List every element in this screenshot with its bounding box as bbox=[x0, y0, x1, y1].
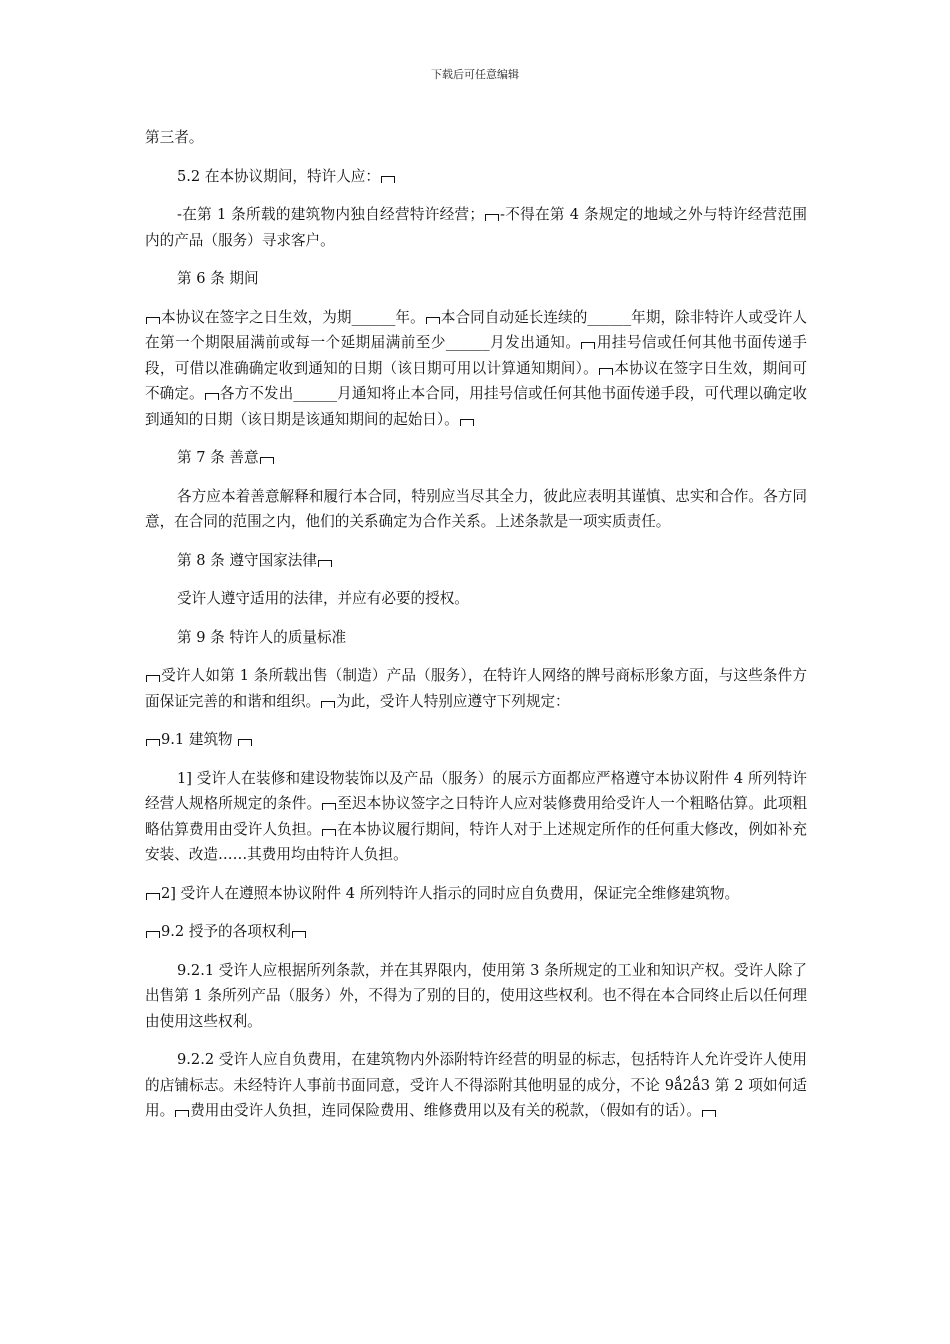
paragraph-text: 各方应本着善意解释和履行本合同，特别应当尽其全力，彼此应表明其谨慎、忠实和合作。各方同意，在合同的范围之内，他们的关系确定为合作关系。上述条款是一项实质责任。 bbox=[145, 487, 807, 530]
paragraph bbox=[145, 919, 807, 945]
section-mark-icon bbox=[599, 368, 613, 375]
paragraph bbox=[145, 766, 807, 868]
section-mark-icon bbox=[381, 176, 395, 183]
paragraph-text: 第 6 条 期间 bbox=[177, 270, 259, 287]
paragraph-text: 为此，受许人特别应遵守下列规定： bbox=[336, 692, 570, 710]
section-mark-icon bbox=[146, 931, 160, 938]
paragraph bbox=[145, 727, 807, 753]
section-mark-icon bbox=[175, 1110, 189, 1117]
section-mark-icon bbox=[238, 739, 252, 746]
paragraph bbox=[145, 484, 807, 535]
section-mark-icon bbox=[322, 829, 336, 836]
paragraph-text: 第 8 条 遵守国家法律 bbox=[177, 551, 317, 569]
paragraph bbox=[145, 625, 807, 651]
paragraph bbox=[145, 305, 807, 433]
paragraph-text: 2] 受许人在遵照本协议附件 4 所列特许人指示的同时应自负费用，保证完全维修建筑物。 bbox=[161, 884, 740, 902]
section-mark-icon bbox=[146, 317, 160, 324]
paragraph-text: 用挂号信或任何其他书面传递手段，可借以准确确定收到通知的日期（该日期可用以计算通知期间）。 bbox=[145, 334, 807, 377]
paragraph bbox=[145, 125, 807, 151]
paragraph-text: 受许人遵守适用的法律，并应有必要的授权。 bbox=[177, 590, 469, 607]
section-mark-icon bbox=[260, 457, 274, 464]
paragraph-text: 受许人如第 1 条所载出售（制造）产品（服务），在特许人网络的牌号商标形象方面，与这些条件方面保证完善的和谐和组织。 bbox=[145, 667, 807, 710]
paragraph-text: 费用由受许人负担，连同保险费用、维修费用以及有关的税款，（假如有的话）。 bbox=[190, 1102, 701, 1119]
paragraph-text: 本合同自动延长连续的______年期，除非特许人或受许人在第一个期限届满前或每一个延期届满前至少______月发出通知。 bbox=[145, 308, 807, 351]
section-mark-icon bbox=[702, 1110, 716, 1117]
paragraph-text: 9.2.1 受许人应根据所列条款，并在其界限内，使用第 3 条所规定的工业和知识产权。受许人除了出售第 1 条所列产品（服务）外，不得为了别的目的，使用这些权利。也不得在本合同终止后以任何理由使用这些权利。 bbox=[145, 961, 807, 1030]
paragraph bbox=[145, 663, 807, 714]
section-mark-icon bbox=[146, 893, 160, 900]
paragraph bbox=[145, 1047, 807, 1124]
paragraph-text: -不得在第 4 条规定的地域之外与特许经营范围内的产品（服务）寻求客户。 bbox=[145, 206, 807, 249]
paragraph bbox=[145, 548, 807, 574]
section-mark-icon bbox=[205, 393, 219, 400]
paragraph bbox=[145, 164, 807, 190]
paragraph-text: -在第 1 条所载的建筑物内独自经营特许经营； bbox=[177, 206, 484, 223]
paragraph-text: 第 7 条 善意 bbox=[177, 449, 259, 466]
paragraph-text: 9.1 建筑物 bbox=[161, 731, 238, 748]
paragraph-text: 本协议在签字日生效，期间可不确定。 bbox=[145, 359, 808, 402]
paragraph-text: 在本协议履行期间，特许人对于上述规定所作的任何重大修改，例如补充安装、改造……其费用均由特许人负担。 bbox=[145, 820, 807, 863]
section-mark-icon bbox=[321, 701, 335, 708]
paragraph bbox=[145, 881, 807, 907]
paragraph bbox=[145, 958, 807, 1035]
page-header: 下载后可任意编辑 bbox=[431, 68, 519, 81]
paragraph-text: 5.2 在本协议期间，特许人应： bbox=[177, 167, 380, 185]
paragraph-text: 至迟本协议签字之日特许人应对装修费用给受许人一个粗略估算。此项粗略估算费用由受许人负担。 bbox=[145, 795, 807, 838]
section-mark-icon bbox=[322, 803, 336, 810]
section-mark-icon bbox=[318, 560, 332, 567]
section-mark-icon bbox=[581, 342, 595, 349]
section-mark-icon bbox=[426, 317, 440, 324]
paragraph-text: 1] 受许人在装修和建设物装饰以及产品（服务）的展示方面都应严格遵守本协议附件 4 所列特许经营人规格所规定的条件。 bbox=[145, 769, 807, 812]
paragraph-text: 9.2.2 受许人应自负费用，在建筑物内外添附特许经营的明显的标志，包括特许人允许受许人使用的店铺标志。未经特许人事前书面同意，受许人不得添附其他明显的成分，不论 9ǻ2ǻ3 第 2 项如何适用。 bbox=[145, 1051, 807, 1119]
section-mark-icon bbox=[485, 214, 499, 221]
section-mark-icon bbox=[460, 419, 474, 426]
paragraph bbox=[145, 202, 807, 253]
paragraph-text: 第三者。 bbox=[145, 129, 204, 146]
paragraph-text: 9.2 授予的各项权利 bbox=[161, 923, 292, 940]
paragraph-text: 本协议在签字之日生效，为期______年。 bbox=[161, 308, 425, 326]
paragraph bbox=[145, 445, 807, 471]
section-mark-icon bbox=[146, 675, 160, 682]
section-mark-icon bbox=[146, 739, 160, 746]
section-mark-icon bbox=[292, 931, 306, 938]
paragraph-text: 第 9 条 特许人的质量标准 bbox=[177, 628, 347, 646]
paragraph bbox=[145, 586, 807, 612]
paragraph bbox=[145, 266, 807, 292]
document-body bbox=[145, 125, 807, 1137]
paragraph-text: 各方不发出______月通知将止本合同，用挂号信或任何其他书面传递手段，可代理以确定收到通知的日期（该日期是该通知期间的起始日）。 bbox=[145, 385, 807, 428]
